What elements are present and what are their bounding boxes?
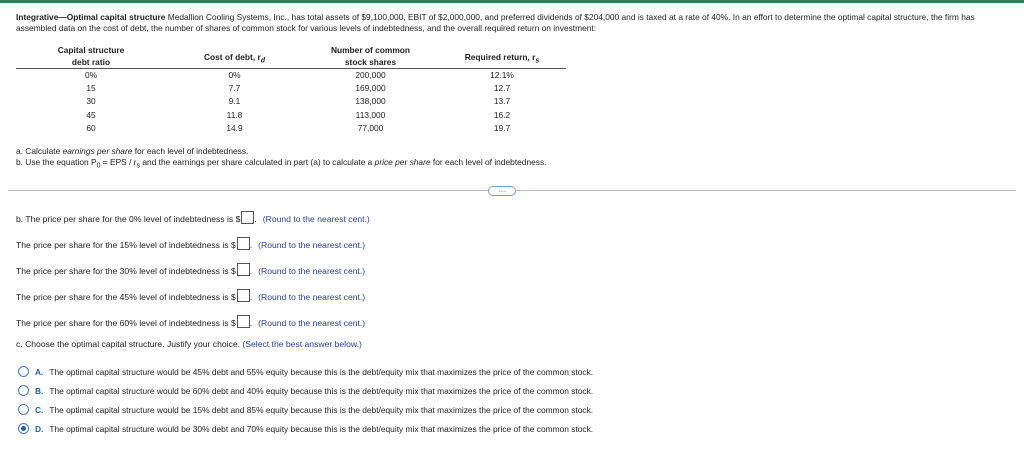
- cell-shares: 113,000: [355, 109, 386, 120]
- cell-debt-ratio: 15: [86, 83, 96, 94]
- option-a[interactable]: A. The optimal capital structure would be 45% debt and 55% equity because this is the debt/equity mix that maximizes the price of the common stock.: [18, 366, 593, 378]
- problem-text: Medallion Cooling Systems, Inc., has total assets of $9,100,000, EBIT of $2,000,000, and preferred dividends of $204,000 and is taxed at a rate of 40%. In an effort to determine the optimal capital structure, the firm has assembled data on the cost of debt, the number of shares of common stock for various levels of indebtedness, and the overall required return on investment:: [16, 12, 975, 33]
- cell-shares: 200,000: [355, 70, 386, 80]
- question-parts: [16, 146, 546, 172]
- option-d[interactable]: D. The optimal capital structure would be 30% debt and 70% equity because this is the debt/equity mix that maximizes the price of the common stock.: [18, 423, 593, 435]
- price-input-0-percent[interactable]: [241, 211, 254, 224]
- table-row: [16, 109, 566, 122]
- price-input-30-percent[interactable]: [237, 263, 250, 276]
- cell-required-return: 12.7: [493, 83, 511, 94]
- price-input-45-percent[interactable]: [237, 289, 250, 302]
- answer-row-30-percent: The price per share for the 30% level of indebtedness is $ . (Round to the nearest cent.): [16, 263, 365, 277]
- table-row: [16, 122, 566, 135]
- problem-intro: [16, 12, 1016, 34]
- cell-cost-of-debt: 9.1: [228, 96, 241, 107]
- cell-required-return: 19.7: [493, 122, 511, 133]
- cell-cost-of-debt: 14.9: [226, 122, 243, 133]
- cell-shares: 169,000: [355, 83, 386, 94]
- cell-cost-of-debt: 0%: [228, 70, 241, 80]
- cell-cost-of-debt: 7.7: [228, 83, 241, 94]
- header-shares: Number of common stock shares: [303, 44, 438, 69]
- price-input-60-percent[interactable]: [237, 315, 250, 328]
- radio-icon[interactable]: [18, 404, 29, 415]
- top-accent-bar: [0, 0, 1024, 3]
- header-required-return: Required return, $r_s$: [438, 44, 566, 69]
- part-a-instruction: a. Calculate earnings per share for each level of indebtedness.: [16, 146, 249, 156]
- header-cost-of-debt: Cost of debt, $r_d$: [166, 44, 303, 69]
- table-row: [16, 95, 566, 108]
- table-row: [16, 69, 566, 83]
- radio-icon[interactable]: [18, 366, 29, 377]
- answer-row-0-percent: b. The price per share for the 0% level of indebtedness is $ . (Round to the nearest cent.): [16, 211, 370, 225]
- cell-shares: 138,000: [355, 96, 386, 107]
- option-c[interactable]: C. The optimal capital structure would be 15% debt and 85% equity because this is the debt/equity mix that maximizes the price of the common stock.: [18, 404, 593, 416]
- cell-debt-ratio: 45: [86, 109, 96, 120]
- cell-debt-ratio: 0%: [84, 70, 98, 80]
- answer-row-45-percent: The price per share for the 45% level of indebtedness is $ . (Round to the nearest cent.): [16, 289, 365, 303]
- answer-row-60-percent: The price per share for the 60% level of indebtedness is $ . (Round to the nearest cent.): [16, 315, 365, 329]
- option-b[interactable]: B. The optimal capital structure would be 60% debt and 40% equity because this is the debt/equity mix that maximizes the price of the common stock.: [18, 385, 593, 397]
- table-row: [16, 82, 566, 95]
- radio-icon[interactable]: [18, 385, 29, 396]
- problem-title: Integrative—Optimal capital structure: [16, 12, 166, 22]
- cell-shares: 77,000: [357, 122, 384, 133]
- price-input-15-percent[interactable]: [237, 237, 250, 250]
- header-debt-ratio: Capital structure debt ratio: [16, 44, 166, 69]
- cell-required-return: 16.2: [493, 109, 511, 120]
- capital-structure-table: [16, 44, 566, 135]
- cell-debt-ratio: 60: [86, 122, 96, 133]
- cell-cost-of-debt: 11.8: [226, 109, 243, 120]
- answer-row-15-percent: The price per share for the 15% level of indebtedness is $ . (Round to the nearest cent.): [16, 237, 365, 251]
- cell-required-return: 12.1%: [490, 70, 514, 80]
- radio-selected-icon[interactable]: [18, 423, 29, 434]
- more-ellipsis-button[interactable]: …: [488, 186, 516, 196]
- cell-debt-ratio: 30: [86, 96, 96, 107]
- cell-required-return: 13.7: [493, 96, 511, 107]
- part-b-instruction: b. Use the equation $P_0$ = EPS / $r_s$ and the earnings per share calculated in part (a) to calculate a price per share for each level of indebtedness.: [16, 156, 547, 170]
- part-c-question: c. Choose the optimal capital structure. Justify your choice. (Select the best answer below.): [16, 339, 362, 349]
- table-header-row: [16, 44, 566, 69]
